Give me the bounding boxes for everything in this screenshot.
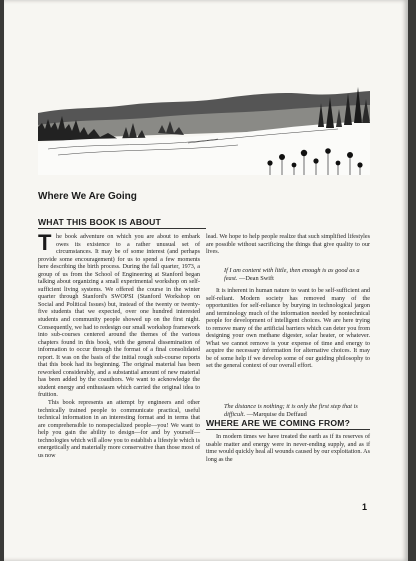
heading-what-this-book-is-about: WHAT THIS BOOK IS ABOUT xyxy=(38,217,161,227)
modern-times-paragraph: In modern times we have treated the earth as if its reserves of usable matter and energy were in never-ending supply, and as if time would quickly heal all wounds caused by our exploitation. As long as the xyxy=(206,434,370,463)
drop-cap: T xyxy=(38,230,52,255)
heading-divider xyxy=(206,429,370,430)
column-right-continuation: lead. We hope to help people realize that such simplified lifestyles are possible without sacrificing the things that give quality to our lives. xyxy=(206,234,370,256)
quote-dean-swift xyxy=(224,267,370,283)
intro-paragraph: he book adventure on which you are about to embark owes its existence to a rather unusual set of circumstances. It may be of some interest (and perhaps provide some encouragement) for us to spend a few moments here describing the birth process. During the fall quarter, 1973, a group of us from the School of Engineering at Stanford began talking about organizing a small experimental workshop on self-sufficient living systems. We offered the course in the winter quarter through Stanford's SWOPSI (Stanford Workshop on Social and Political Issues) but, instead of the twenty or twenty-five students that we expected, over one hundred interested students and community people showed up on the first night. Consequently, we had to redesign our small workshop framework into sub-courses centered around the themes of the various chapters found in this book, with the general dissemination of information to occur through the format of a final consolidated report. It was on the basis of the initial rough sub-course reports that this book had its beginning. The original material has been reworked considerably, and a substantial amount of new material has been added by the coauthors. We want to acknowledge the student energy and enthusiasm which carried the original idea to fruition. xyxy=(38,234,200,399)
column-left xyxy=(38,230,200,460)
second-paragraph: This book represents an attempt by engineers and other technically trained people to communicate practical, useful technical information in an interesting format and in terms that are comprehensible to nonspecialized people—you! We want to help you gain the ability to design—for and by yourself—technologies which will allow you to establish a lifestyle which is energetically and materially more conservative than those most of us now xyxy=(38,400,200,459)
quote-text: If I am content with little, then enough is as good as a feast. xyxy=(224,267,360,282)
landscape-illustration xyxy=(38,83,370,175)
quote-marquise-du-deffaud xyxy=(224,403,370,419)
self-reliance-paragraph: It is inherent in human nature to want to be self-sufficient and self-reliant. Modern society has removed many of the opportunities for self-reliance by burying in technological jargon and terminology much of the information needed by nontechnical people for development of intelligent choices. We are here trying to remove many of the artificial barriers which can deter you from designing your own methane digester, solar heater, or whatever. What we cannot remove is your expense of time and energy to acquire the necessary information for alternative choices. It may be of some help if we develop some of our guiding philosophy to set the general context of our overall effort. xyxy=(206,288,370,370)
section-title: Where We Are Going xyxy=(38,191,137,202)
quote-author: —Dean Swift xyxy=(237,275,274,282)
heading-where-are-we-coming-from: WHERE ARE WE COMING FROM? xyxy=(206,418,351,428)
quote-text: The distance is nothing; it is only the first step that is difficult. xyxy=(224,403,358,418)
heading-divider xyxy=(38,228,206,229)
quote-author: —Marquise du Deffaud xyxy=(245,411,307,418)
page-number: 1 xyxy=(362,502,368,512)
